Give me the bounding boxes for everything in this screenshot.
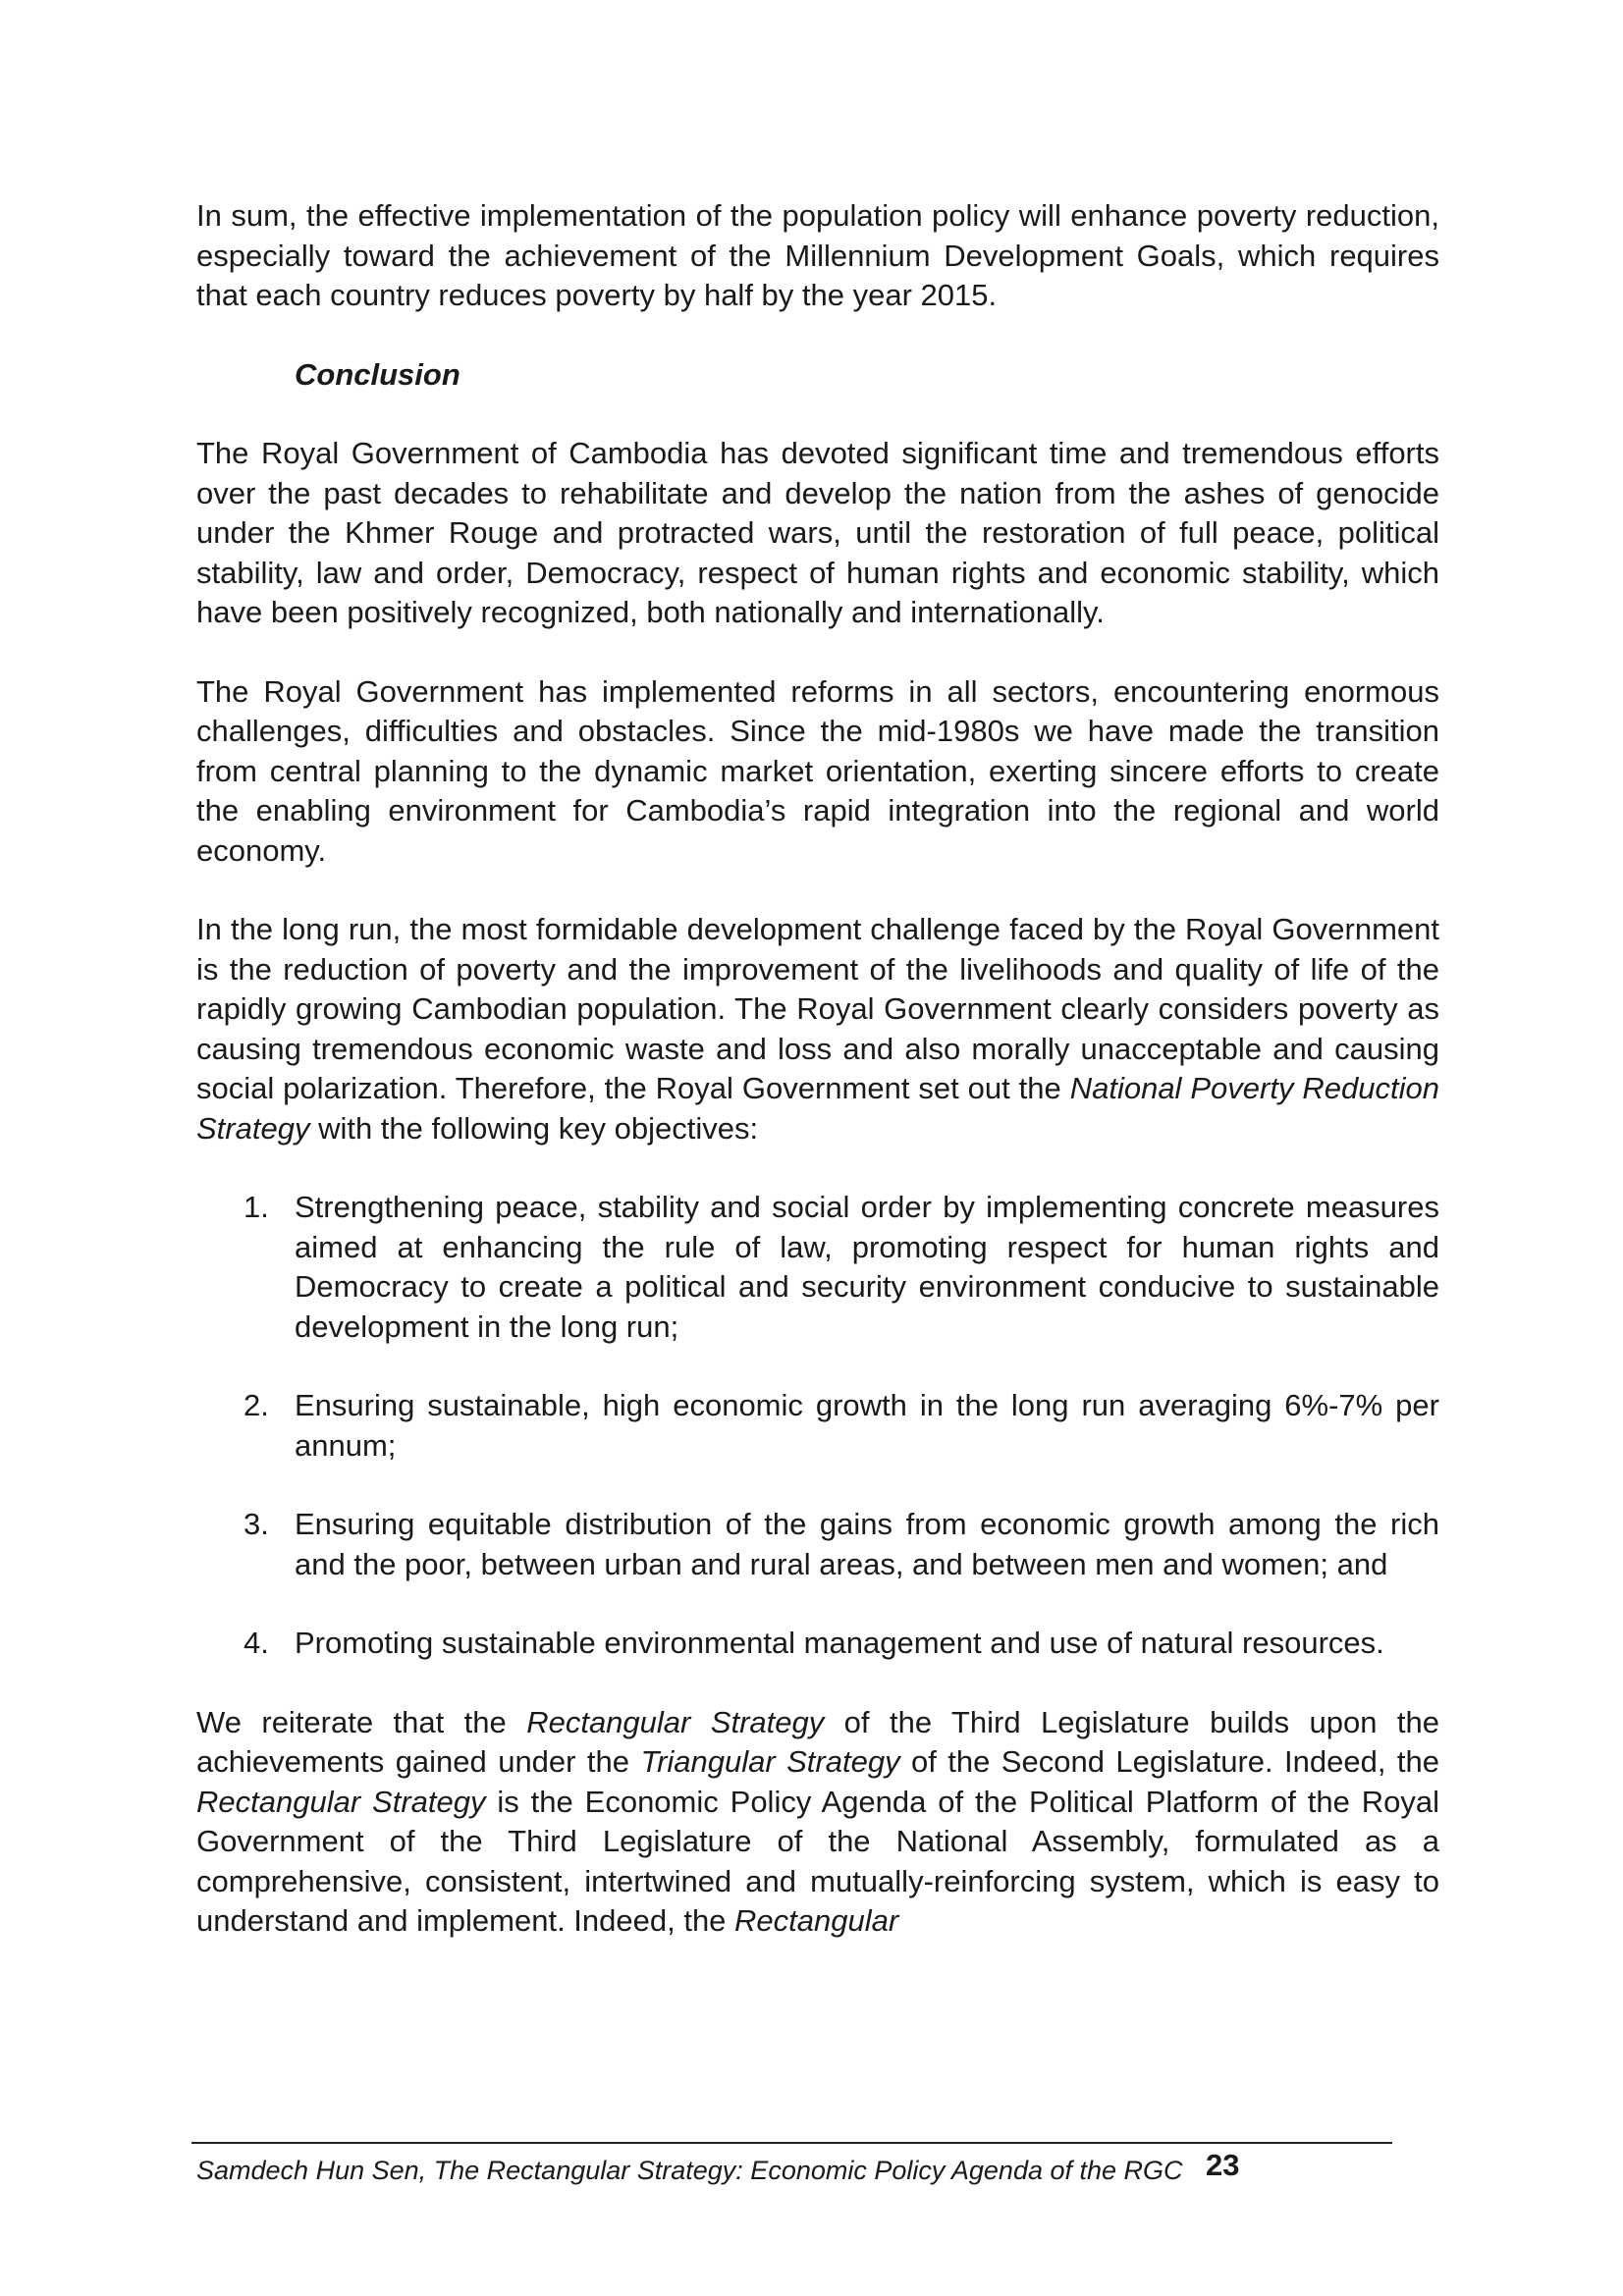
paragraph-reforms: The Royal Government has implemented reforms in all sectors, encountering enormous challenges, difficulties and obstacles. Since the mid-1980s we have made the transition from central planning to the dynamic market orientation, exerting sincere efforts to create the enabling environment for Cambodia’s rapid integration into the regional and world economy.	[196, 673, 1439, 868]
conclusion-heading: Conclusion	[295, 356, 460, 392]
list-item-text: Ensuring equitable distribution of the gains from economic growth among the rich and the poor, between urban and rural areas, and between men and women; and	[295, 1507, 1439, 1581]
strategy-title-emphasis: Rectangular Strategy	[526, 1704, 825, 1739]
list-item	[243, 1188, 1439, 1347]
list-item-number: 1.	[243, 1190, 269, 1224]
footer-citation: Samdech Hun Sen, The Rectangular Strategy: Economic Policy Agenda of the RGC	[196, 2156, 1183, 2185]
paragraph-text: of the Second Legislature. Indeed, the	[899, 1744, 1439, 1779]
paragraph-text: We reiterate that the	[196, 1704, 527, 1739]
list-item-text: Promoting sustainable environmental management and use of natural resources.	[295, 1626, 1384, 1660]
strategy-title-emphasis: Rectangular Strategy	[196, 1784, 486, 1819]
list-item-number: 2.	[243, 1388, 269, 1422]
paragraph-text: is the Economic Policy Agenda of the Political Platform of the Royal Government of the Third Legislature of the National Assembly, formulated as a comprehensive, consistent, intertwined and mutually-reinforcing system, which is easy to understand and implement. Indeed, the	[196, 1784, 1439, 1938]
list-item-text: Strengthening peace, stability and social order by implementing concrete measures aimed at enhancing the rule of law, promoting respect for human rights and Democracy to create a political and security environment conducive to sustainable development in the long run;	[295, 1190, 1439, 1344]
list-item-number: 3.	[243, 1507, 269, 1541]
strategy-title-emphasis: National Poverty Reduction Strategy	[196, 1071, 1439, 1146]
paragraph-rectangular-strategy	[196, 1703, 1439, 1942]
list-item	[243, 1386, 1439, 1466]
paragraph-text: of the Third Legislature builds upon the achievements gained under the	[196, 1704, 1440, 1779]
list-item	[243, 1505, 1439, 1584]
objectives-list	[196, 1188, 1439, 1664]
intro-paragraph: In sum, the effective implementation of the population policy will enhance poverty reduction, especially toward the achievement of the Millennium Development Goals, which requires that each country reduces poverty by half by the year 2015.	[196, 198, 1439, 312]
paragraph-poverty-challenge	[196, 910, 1439, 1148]
paragraph-government-efforts: The Royal Government of Cambodia has devoted significant time and tremendous efforts over the past decades to rehabilitate and develop the nation from the ashes of genocide under the Khmer Rouge and protracted wars, until the restoration of full peace, political stability, law and order, Democracy, respect of human rights and economic stability, which have been positively recognized, both nationally and internationally.	[196, 436, 1439, 629]
list-item-text: Ensuring sustainable, high economic growth in the long run averaging 6%-7% per annum;	[295, 1388, 1439, 1463]
strategy-title-emphasis: Rectangular	[734, 1903, 899, 1938]
paragraph-text: In the long run, the most formidable development challenge faced by the Royal Government is the reduction of poverty and the improvement of the livelihoods and quality of life of the rapidly growing Cambodian population. The Royal Government clearly considers poverty as causing tremendous economic waste and loss and also morally unacceptable and causing social polarization. Therefore, the Royal Government set out the	[196, 912, 1439, 1105]
document-body	[196, 196, 1439, 1981]
list-item	[243, 1624, 1439, 1664]
list-item-number: 4.	[243, 1626, 269, 1660]
strategy-title-emphasis: Triangular Strategy	[640, 1744, 900, 1779]
paragraph-text: with the following key objectives:	[309, 1110, 759, 1146]
page-number: 23	[1206, 2148, 1240, 2182]
